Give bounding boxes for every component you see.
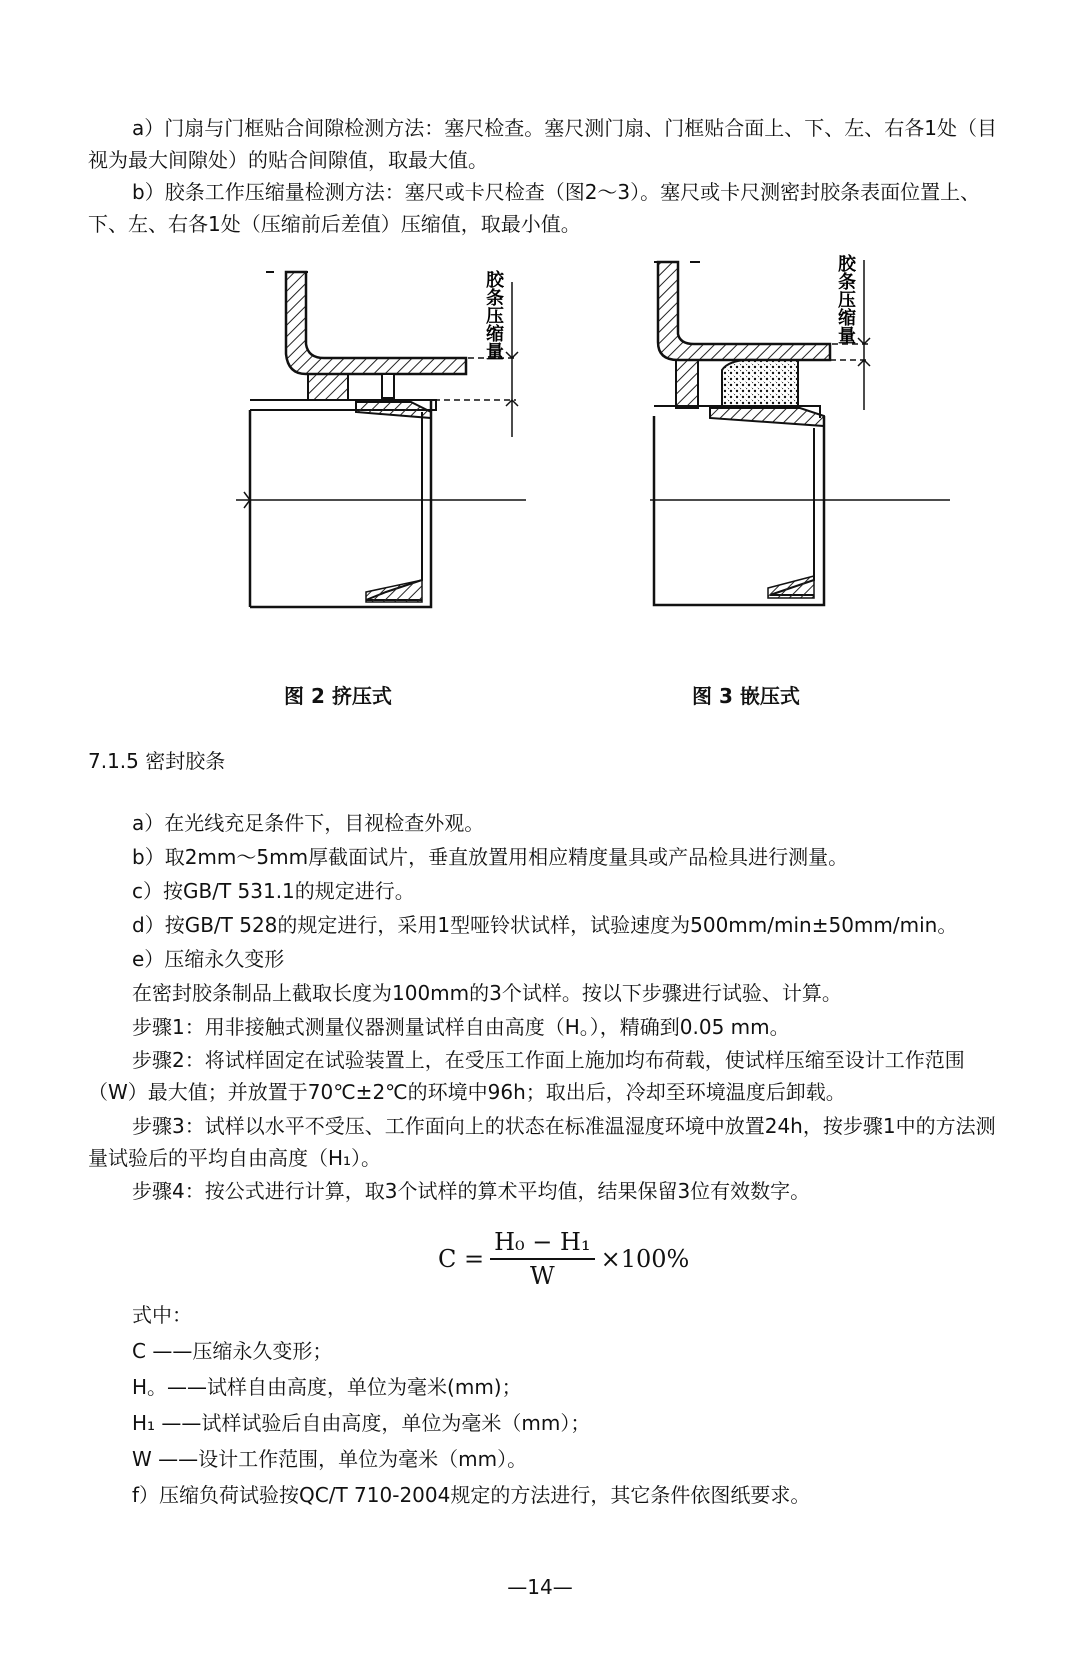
- fig3-dimension-label: 胶条压缩量: [836, 254, 856, 344]
- formula-denominator: W: [530, 1262, 555, 1290]
- compression-set-formula: [438, 1228, 689, 1290]
- paragraph-gap-test: a）门扇与门框贴合间隙检测方法：塞尺检查。塞尺测门扇、门框贴合面上、下、左、右各1处（目视为最大间隙处）的贴合间隙值，取最大值。: [88, 116, 997, 172]
- embedded-seal-shape: [722, 360, 798, 408]
- item-e: e）压缩永久变形: [132, 947, 285, 971]
- page-number: —14—: [507, 1575, 573, 1599]
- formula-lhs: C =: [438, 1245, 485, 1273]
- figure-2-caption: 图 2 挤压式: [284, 684, 392, 708]
- item-a: a）在光线充足条件下，目视检查外观。: [132, 811, 485, 835]
- figure-2-diagram: [236, 262, 536, 637]
- door-frame-shape: [286, 272, 466, 374]
- figure-3-diagram: [650, 250, 960, 635]
- fig2-dimension-label: 胶条压缩量: [484, 270, 504, 360]
- where-h0: H。——试样自由高度，单位为毫米(mm)；: [132, 1375, 522, 1399]
- where-h1: H₁ ——试样试验后自由高度，单位为毫米（mm）；: [132, 1411, 591, 1435]
- item-d: d）按GB/T 528的规定进行，采用1型哑铃状试样，试验速度为500mm/min±50mm/min。: [132, 913, 958, 937]
- step-3: 步骤3：试样以水平不受压、工作面向上的状态在标准温湿度环境中放置24h，按步骤1中的方法测量试验后的平均自由高度（H₁）。: [88, 1114, 996, 1170]
- item-c: c）按GB/T 531.1的规定进行。: [132, 879, 415, 903]
- section-heading: 7.1.5 密封胶条: [88, 749, 226, 773]
- step-4: 步骤4：按公式进行计算，取3个试样的算术平均值，结果保留3位有效数字。: [132, 1179, 811, 1203]
- item-e-intro: 在密封胶条制品上截取长度为100mm的3个试样。按以下步骤进行试验、计算。: [132, 981, 842, 1005]
- item-f: f）压缩负荷试验按QC/T 710-2004规定的方法进行，其它条件依图纸要求。: [132, 1483, 811, 1507]
- step-2: 步骤2：将试样固定在试验装置上，在受压工作面上施加均布荷载，使试样压缩至设计工作范围（W）最大值；并放置于70℃±2℃的环境中96h；取出后，冷却至环境温度后卸载。: [88, 1048, 965, 1104]
- where-title: 式中：: [132, 1303, 192, 1327]
- where-c: C ——压缩永久变形；: [132, 1339, 333, 1363]
- figure-3-caption: 图 3 嵌压式: [692, 684, 800, 708]
- formula-rhs: ×100%: [600, 1245, 690, 1273]
- where-w: W ——设计工作范围，单位为毫米（mm）。: [132, 1447, 528, 1471]
- seal-strip-shape: [308, 374, 348, 400]
- step-1: 步骤1：用非接触式测量仪器测量试样自由高度（H。），精确到0.05 mm。: [132, 1015, 790, 1039]
- item-b: b）取2mm～5mm厚截面试片，垂直放置用相应精度量具或产品检具进行测量。: [132, 845, 849, 869]
- formula-numerator: H₀ − H₁: [490, 1228, 594, 1260]
- paragraph-compression-test: b）胶条工作压缩量检测方法：塞尺或卡尺检查（图2～3）。塞尺或卡尺测密封胶条表面位置上、下、左、右各1处（压缩前后差值）压缩值，取最小值。: [88, 180, 981, 236]
- formula-fraction: [490, 1228, 594, 1290]
